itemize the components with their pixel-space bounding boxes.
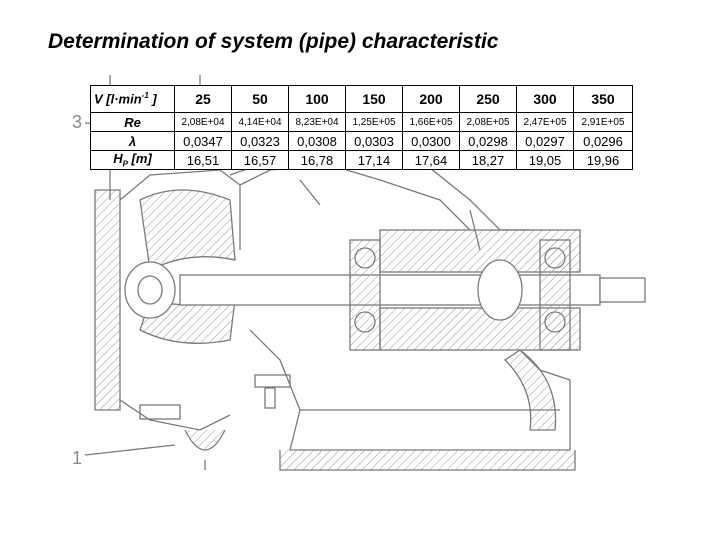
column-header: 250 (460, 86, 517, 113)
friction-factor-row (91, 132, 633, 151)
table-cell: 19,05 (517, 151, 574, 170)
table-cell: 2,08E+05 (460, 113, 517, 132)
head-row (91, 151, 633, 170)
column-header: 50 (232, 86, 289, 113)
table-cell: 1,25E+05 (346, 113, 403, 132)
table-cell: 17,64 (403, 151, 460, 170)
slide-title: Determination of system (pipe) characteristic (48, 30, 499, 53)
callout-1: 1 (72, 448, 83, 468)
table-cell: 4,14E+04 (232, 113, 289, 132)
table-cell: 0,0297 (517, 132, 574, 151)
column-header: 25 (175, 86, 232, 113)
table-cell: 0,0298 (460, 132, 517, 151)
row-label: $H_P$ [m] (91, 151, 175, 170)
column-header: 300 (517, 86, 574, 113)
system-characteristic-table (90, 85, 633, 170)
row-label: λ (91, 132, 175, 151)
table-cell: 2,08E+04 (175, 113, 232, 132)
column-header: 350 (574, 86, 633, 113)
table-cell: 16,57 (232, 151, 289, 170)
callout-3: 3 (72, 112, 83, 132)
row-label: Re (91, 113, 175, 132)
table-cell: 0,0300 (403, 132, 460, 151)
table-cell: 2,91E+05 (574, 113, 633, 132)
table-cell: 0,0303 (346, 132, 403, 151)
reynolds-row (91, 113, 633, 132)
table-cell: 0,0296 (574, 132, 633, 151)
table-cell: 0,0308 (289, 132, 346, 151)
column-header: 150 (346, 86, 403, 113)
table-cell: 8,23E+04 (289, 113, 346, 132)
column-header: 200 (403, 86, 460, 113)
table-cell: 2,47E+05 (517, 113, 574, 132)
table-cell: 16,78 (289, 151, 346, 170)
table-cell: 1,66E+05 (403, 113, 460, 132)
column-header: 100 (289, 86, 346, 113)
table-cell: 16,51 (175, 151, 232, 170)
table-cell: 0,0347 (175, 132, 232, 151)
flow-rate-header: V [$l\cdot\min^{-1}$ ] (91, 86, 175, 113)
table-cell: 0,0323 (232, 132, 289, 151)
table-cell: 19,96 (574, 151, 633, 170)
table-cell: 17,14 (346, 151, 403, 170)
header-row (91, 86, 633, 113)
table-cell: 18,27 (460, 151, 517, 170)
